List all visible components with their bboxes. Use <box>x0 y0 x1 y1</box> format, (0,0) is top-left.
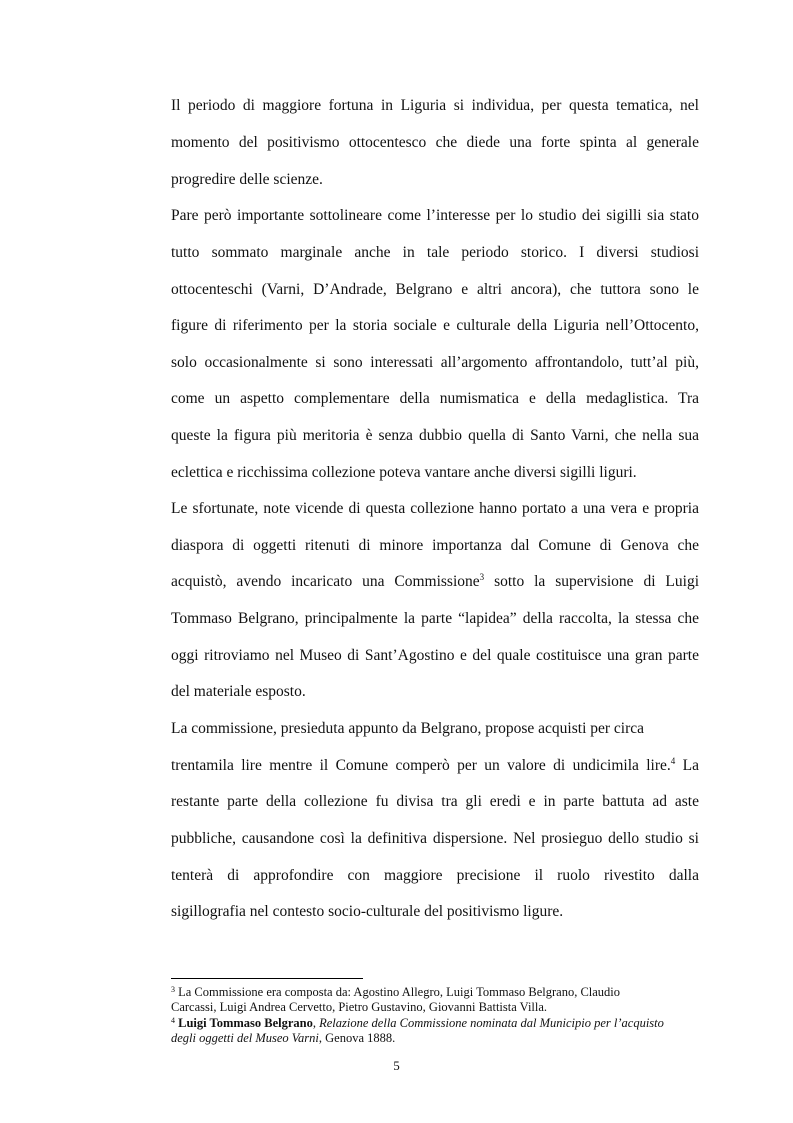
footnote-3 <box>171 985 711 1000</box>
footnote-title: degli oggetti del Museo Varni <box>171 1031 319 1045</box>
body-line: Il periodo di maggiore fortuna in Liguria si individua, per questa tematica, nel <box>171 97 699 114</box>
footnote-4-cont <box>171 1031 711 1046</box>
body-line: eclettica e ricchissima collezione poteva vantare anche diversi sigilli liguri. <box>171 464 637 481</box>
footnote-text: , Genova 1888. <box>318 1031 396 1045</box>
body-line: Le sfortunate, note vicende di questa collezione hanno portato a una vera e propria <box>171 500 699 517</box>
body-text: acquistò, avendo incaricato una Commissione <box>171 573 480 590</box>
body-line: sigillografia nel contesto socio-culturale del positivismo ligure. <box>171 903 564 920</box>
body-line: momento del positivismo ottocentesco che diede una forte spinta al generale <box>171 134 699 151</box>
body-text: La <box>682 757 700 774</box>
body-line <box>171 572 699 592</box>
body-line: tutto sommato marginale anche in tale periodo storico. I diversi studiosi <box>171 244 699 261</box>
body-line: tenterà di approfondire con maggiore precisione il ruolo rivestito dalla <box>171 867 699 884</box>
body-line: La commissione, presieduta appunto da Belgrano, propose acquisti per circa <box>171 720 645 737</box>
body-line: Pare però importante sottolineare come l’interesse per lo studio dei sigilli sia stato <box>171 207 699 224</box>
footnote-text: La Commissione era composta da: Agostino Allegro, Luigi Tommaso Belgrano, Claudio <box>178 985 621 999</box>
footnote-number: 3 <box>171 985 175 994</box>
body-line: come un aspetto complementare della numismatica e della medaglistica. Tra <box>171 390 699 407</box>
body-line: figure di riferimento per la storia sociale e culturale della Liguria nell’Ottocento, <box>171 317 699 334</box>
body-text: sotto la supervisione di Luigi <box>494 573 699 590</box>
footnote-number: 4 <box>171 1016 175 1025</box>
body-line: pubbliche, causandone così la definitiva dispersione. Nel prosieguo dello studio si <box>171 830 699 847</box>
footnote-ref-4: 4 <box>670 756 676 766</box>
body-line: diaspora di oggetti ritenuti di minore importanza dal Comune di Genova che <box>171 537 699 554</box>
body-text: trentamila lire mentre il Comune comperò per un valore di undicimila lire. <box>171 757 671 774</box>
footnote-separator-text: , <box>312 1016 320 1030</box>
footnote-4 <box>171 1016 711 1031</box>
body-line: del materiale esposto. <box>171 683 306 700</box>
body-line: solo occasionalmente si sono interessati all’argomento affrontandolo, tutt’al più, <box>171 354 699 371</box>
footnote-author: Luigi Tommaso Belgrano <box>178 1016 313 1030</box>
body-line: progredire delle scienze. <box>171 171 323 188</box>
footnote-title: Relazione della Commissione nominata dal Municipio per l’acquisto <box>319 1016 664 1030</box>
body-line: ottocenteschi (Varni, D’Andrade, Belgrano e altri ancora), che tuttora sono le <box>171 281 699 298</box>
footnote-ref-3: 3 <box>479 572 485 582</box>
body-line: restante parte della collezione fu divisa tra gli eredi e in parte battuta ad aste <box>171 793 699 810</box>
body-line: queste la figura più meritoria è senza dubbio quella di Santo Varni, che nella sua <box>171 427 699 444</box>
body-line: Tommaso Belgrano, principalmente la parte “lapidea” della raccolta, la stessa che <box>171 610 699 627</box>
footnote-separator <box>171 978 363 979</box>
footnote-3-cont: Carcassi, Luigi Andrea Cervetto, Pietro Gustavino, Giovanni Battista Villa. <box>171 1000 548 1014</box>
body-line <box>171 756 699 776</box>
body-line: oggi ritroviamo nel Museo di Sant’Agostino e del quale costituisce una gran parte <box>171 647 699 664</box>
page-number: 5 <box>393 1058 400 1073</box>
